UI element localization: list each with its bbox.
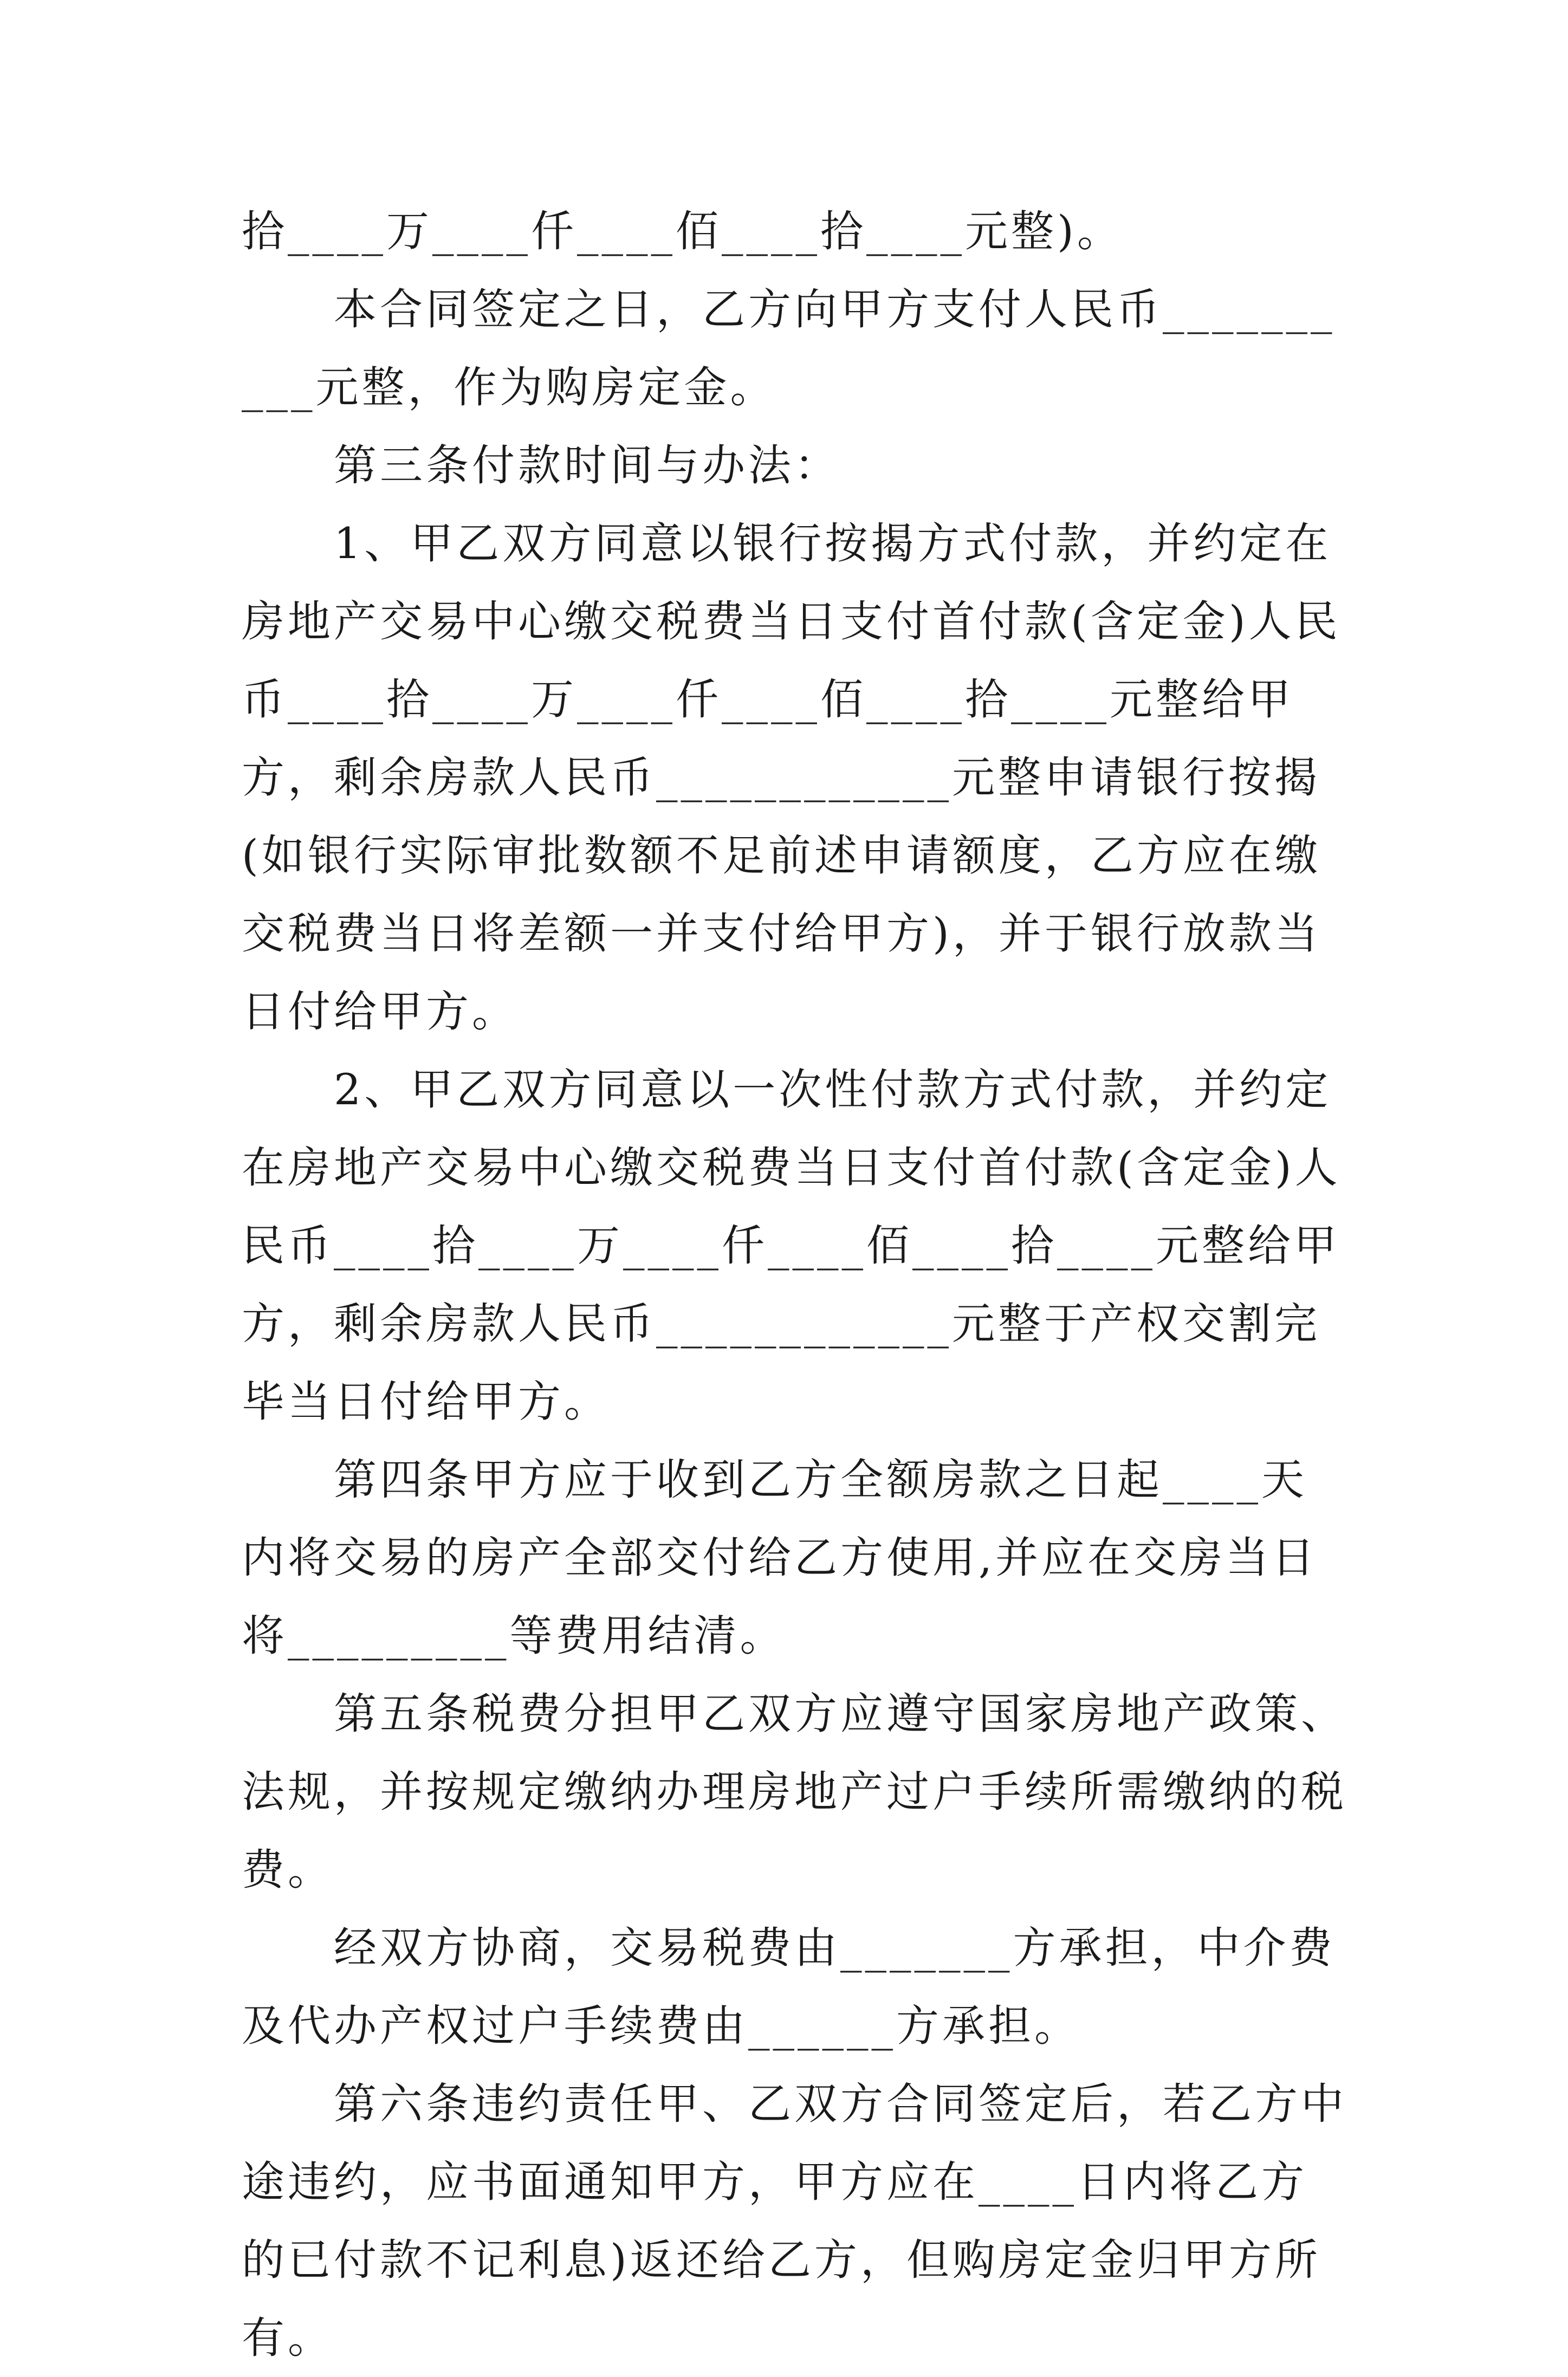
paragraph-fee-agreement: 经双方协商，交易税费由_______方承担，中介费及代办产权过户手续费由______方承担。: [242, 1923, 1336, 2051]
paragraph-lump-sum-payment: 2、甲乙双方同意以一次性付款方式付款，并约定在房地产交易中心缴交税费当日支付首付款(含定金)人民币____拾____万____仟____佰____拾____元整给甲方，剩余房款人民币____________元整于产权交割完毕当日付给甲方。: [242, 1065, 1341, 1427]
paragraph-article-4-delivery: 第四条甲方应于收到乙方全额房款之日起____天内将交易的房产全部交付给乙方使用,并应在交房当日将_________等费用结清。: [242, 1455, 1318, 1661]
paragraph-article-5-taxes: 第五条税费分担甲乙双方应遵守国家房地产政策、法规，并按规定缴纳办理房地产过户手续所需缴纳的税费。: [242, 1689, 1347, 1895]
paragraph-article-6-breach: 第六条违约责任甲、乙双方合同签定后，若乙方中途违约，应书面通知甲方，甲方应在____日内将乙方的已付款不记利息)返还给乙方，但购房定金归甲方所有。: [242, 2079, 1347, 2363]
contract-body: [242, 192, 1347, 2377]
paragraph-article-3-heading: 第三条付款时间与办法：: [334, 441, 840, 490]
paragraph-deposit: 本合同签定之日，乙方向甲方支付人民币__________元整，作为购房定金。: [242, 284, 1336, 412]
paragraph-amount-continued: 拾____万____仟____佰____拾____元整)。: [242, 206, 1123, 256]
paragraph-mortgage-payment: 1、甲乙双方同意以银行按揭方式付款，并约定在房地产交易中心缴交税费当日支付首付款(含定金)人民币____拾____万____仟____佰____拾____元整给甲方，剩余房款人民币____________元整申请银行按揭(如银行实际审批数额不足前述申请额度，乙方应在缴交税费当日将差额一并支付给甲方)，并于银行放款当日付给甲方。: [242, 519, 1341, 1037]
